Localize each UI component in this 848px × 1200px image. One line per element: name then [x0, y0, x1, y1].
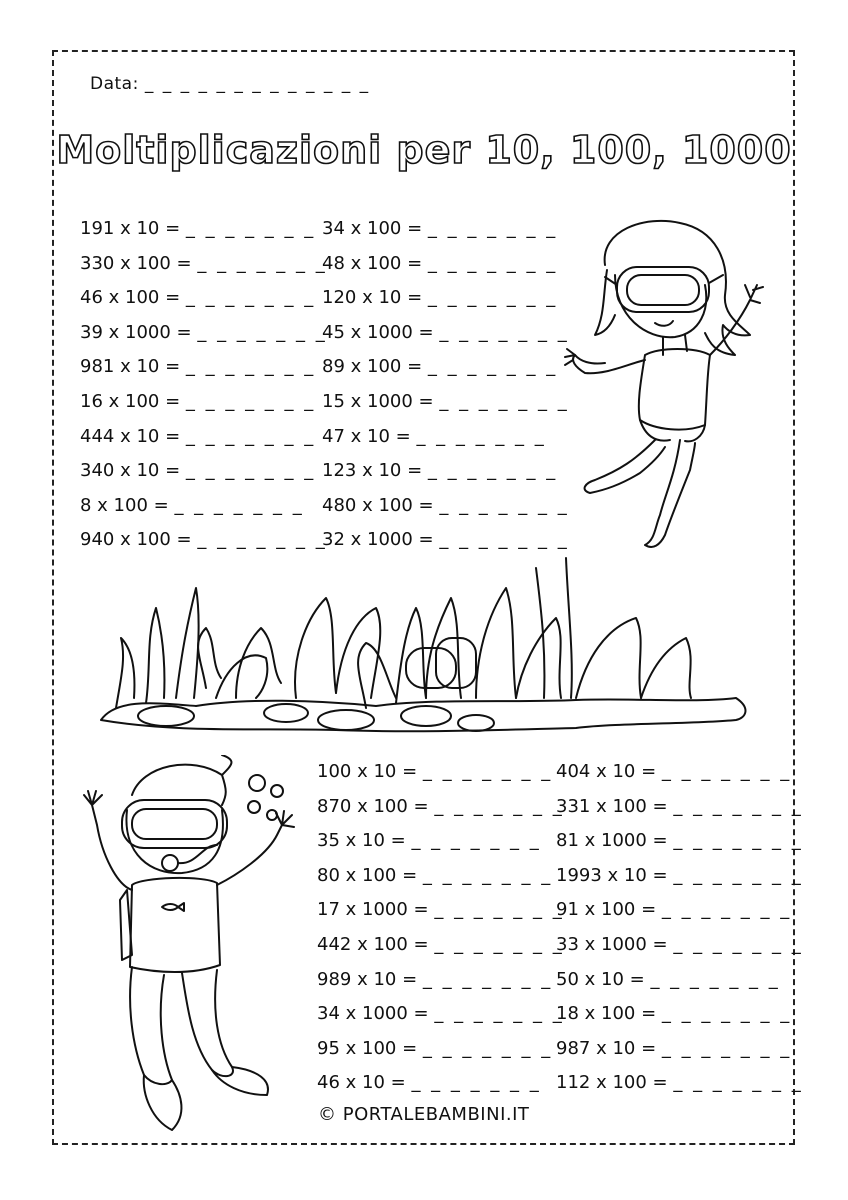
exercise-expression: 89 x 100 =	[322, 356, 423, 378]
exercise-row	[317, 790, 564, 825]
exercise-row	[80, 489, 327, 524]
answer-blank[interactable]: _ _ _ _ _ _ _	[185, 287, 316, 309]
answer-blank[interactable]: _ _ _ _ _ _ _	[673, 933, 804, 955]
exercise-row	[556, 859, 803, 894]
exercise-row	[317, 997, 564, 1032]
exercise-row	[556, 997, 803, 1032]
answer-blank[interactable]: _ _ _ _ _ _ _	[439, 321, 570, 343]
exercise-expression: 442 x 100 =	[317, 933, 429, 955]
answer-blank[interactable]: _ _ _ _ _ _ _	[185, 356, 316, 378]
exercise-expression: 39 x 1000 =	[80, 321, 192, 343]
exercise-row	[322, 316, 569, 351]
answer-blank[interactable]: _ _ _ _ _ _ _	[661, 761, 792, 782]
answer-blank[interactable]: _ _ _ _ _ _ _	[661, 1003, 792, 1025]
exercise-expression: 100 x 10 =	[317, 761, 418, 782]
answer-blank[interactable]: _ _ _ _ _ _ _	[427, 287, 558, 309]
exercise-row	[322, 247, 569, 282]
exercise-expression: 18 x 100 =	[556, 1003, 657, 1025]
answer-blank[interactable]: _ _ _ _ _ _ _	[439, 529, 570, 551]
exercise-row	[322, 385, 569, 420]
answer-blank[interactable]: _ _ _ _ _ _ _	[650, 968, 781, 990]
exercise-expression: 17 x 1000 =	[317, 899, 429, 921]
exercise-row	[556, 963, 803, 998]
answer-blank[interactable]: _ _ _ _ _ _ _	[434, 899, 565, 921]
exercise-expression: 123 x 10 =	[322, 460, 423, 482]
exercise-row	[317, 893, 564, 928]
answer-blank[interactable]: _ _ _ _ _ _ _	[422, 1037, 553, 1059]
exercise-column-bottom-left	[317, 755, 564, 1101]
answer-blank[interactable]: _ _ _ _ _ _ _	[427, 460, 558, 482]
exercise-row	[80, 350, 327, 385]
answer-blank[interactable]: _ _ _ _ _ _ _	[411, 830, 542, 852]
exercise-expression: 940 x 100 =	[80, 529, 192, 551]
exercise-expression: 35 x 10 =	[317, 830, 406, 852]
answer-blank[interactable]: _ _ _ _ _ _ _	[422, 968, 553, 990]
exercise-row	[556, 790, 803, 825]
exercise-expression: 191 x 10 =	[80, 218, 181, 239]
worksheet-title: Moltiplicazioni per 10, 100, 1000	[56, 128, 792, 172]
date-label: Data:	[90, 74, 139, 94]
exercise-row	[556, 1066, 803, 1101]
answer-blank[interactable]: _ _ _ _ _ _ _	[434, 933, 565, 955]
exercise-row	[317, 1066, 564, 1101]
coral-reef-illustration	[96, 548, 756, 748]
answer-blank[interactable]: _ _ _ _ _ _ _	[416, 425, 547, 447]
exercise-row	[80, 454, 327, 489]
answer-blank[interactable]: _ _ _ _ _ _ _	[673, 1072, 804, 1094]
girl-swimmer-illustration	[545, 215, 780, 555]
answer-blank[interactable]: _ _ _ _ _ _ _	[439, 494, 570, 516]
answer-blank[interactable]: _ _ _ _ _ _ _	[427, 218, 558, 239]
exercise-expression: 80 x 100 =	[317, 864, 418, 886]
exercise-row	[556, 893, 803, 928]
answer-blank[interactable]: _ _ _ _ _ _ _	[427, 252, 558, 274]
exercise-expression: 112 x 100 =	[556, 1072, 668, 1094]
exercise-expression: 989 x 10 =	[317, 968, 418, 990]
copyright-footer: © PORTALEBAMBINI.IT	[318, 1104, 530, 1125]
answer-blank[interactable]: _ _ _ _ _ _ _	[427, 356, 558, 378]
answer-blank[interactable]: _ _ _ _ _ _ _	[661, 899, 792, 921]
exercise-row	[80, 281, 327, 316]
answer-blank[interactable]: _ _ _ _ _ _ _	[411, 1072, 542, 1094]
exercise-expression: 120 x 10 =	[322, 287, 423, 309]
exercise-expression: 340 x 10 =	[80, 460, 181, 482]
exercise-expression: 46 x 100 =	[80, 287, 181, 309]
exercise-expression: 45 x 1000 =	[322, 321, 434, 343]
exercise-row	[80, 385, 327, 420]
answer-blank[interactable]: _ _ _ _ _ _ _	[439, 390, 570, 412]
answer-blank[interactable]: _ _ _ _ _ _ _	[661, 1037, 792, 1059]
answer-blank[interactable]: _ _ _ _ _ _ _	[434, 795, 565, 817]
answer-blank[interactable]: _ _ _ _ _ _ _	[185, 390, 316, 412]
exercise-row	[322, 350, 569, 385]
exercise-row	[322, 489, 569, 524]
exercise-expression: 50 x 10 =	[556, 968, 645, 990]
date-blank: _ _ _ _ _ _ _ _ _ _ _ _ _	[144, 74, 371, 94]
exercise-row	[80, 247, 327, 282]
answer-blank[interactable]: _ _ _ _ _ _ _	[422, 761, 553, 782]
exercise-expression: 1993 x 10 =	[556, 864, 668, 886]
exercise-row	[317, 859, 564, 894]
exercise-expression: 46 x 10 =	[317, 1072, 406, 1094]
exercise-column-top-left	[80, 212, 327, 558]
exercise-row	[322, 212, 569, 247]
exercise-row	[556, 928, 803, 963]
exercise-column-top-right	[322, 212, 569, 558]
exercise-expression: 95 x 100 =	[317, 1037, 418, 1059]
answer-blank[interactable]: _ _ _ _ _ _ _	[422, 864, 553, 886]
exercise-expression: 8 x 100 =	[80, 494, 169, 516]
answer-blank[interactable]: _ _ _ _ _ _ _	[185, 218, 316, 239]
answer-blank[interactable]: _ _ _ _ _ _ _	[434, 1003, 565, 1025]
exercise-expression: 330 x 100 =	[80, 252, 192, 274]
exercise-expression: 16 x 100 =	[80, 390, 181, 412]
exercise-row	[80, 212, 327, 247]
exercise-expression: 444 x 10 =	[80, 425, 181, 447]
exercise-row	[80, 420, 327, 455]
exercise-expression: 34 x 100 =	[322, 218, 423, 239]
exercise-expression: 34 x 1000 =	[317, 1003, 429, 1025]
exercise-expression: 91 x 100 =	[556, 899, 657, 921]
exercise-expression: 331 x 100 =	[556, 795, 668, 817]
exercise-row	[317, 928, 564, 963]
exercise-expression: 33 x 1000 =	[556, 933, 668, 955]
exercise-row	[556, 824, 803, 859]
answer-blank[interactable]: _ _ _ _ _ _ _	[197, 252, 328, 274]
exercise-expression: 480 x 100 =	[322, 494, 434, 516]
exercise-row	[80, 316, 327, 351]
answer-blank[interactable]: _ _ _ _ _ _ _	[197, 529, 328, 551]
answer-blank[interactable]: _ _ _ _ _ _ _	[197, 321, 328, 343]
exercise-expression: 81 x 1000 =	[556, 830, 668, 852]
exercise-row	[322, 454, 569, 489]
exercise-row	[556, 755, 803, 790]
answer-blank[interactable]: _ _ _ _ _ _ _	[174, 494, 305, 516]
answer-blank[interactable]: _ _ _ _ _ _ _	[673, 795, 804, 817]
exercise-row	[317, 824, 564, 859]
exercise-expression: 870 x 100 =	[317, 795, 429, 817]
exercise-expression: 987 x 10 =	[556, 1037, 657, 1059]
exercise-row	[556, 1032, 803, 1067]
exercise-expression: 47 x 10 =	[322, 425, 411, 447]
exercise-row	[322, 281, 569, 316]
answer-blank[interactable]: _ _ _ _ _ _ _	[185, 460, 316, 482]
exercise-row	[317, 755, 564, 790]
exercise-expression: 404 x 10 =	[556, 761, 657, 782]
exercise-expression: 48 x 100 =	[322, 252, 423, 274]
answer-blank[interactable]: _ _ _ _ _ _ _	[185, 425, 316, 447]
exercise-expression: 981 x 10 =	[80, 356, 181, 378]
exercise-row	[317, 1032, 564, 1067]
exercise-row	[322, 420, 569, 455]
answer-blank[interactable]: _ _ _ _ _ _ _	[673, 830, 804, 852]
boy-diver-illustration	[72, 755, 307, 1135]
exercise-column-bottom-right	[556, 755, 803, 1101]
date-line	[90, 74, 370, 94]
exercise-expression: 32 x 1000 =	[322, 529, 434, 551]
exercise-row	[317, 963, 564, 998]
exercise-expression: 15 x 1000 =	[322, 390, 434, 412]
answer-blank[interactable]: _ _ _ _ _ _ _	[673, 864, 804, 886]
